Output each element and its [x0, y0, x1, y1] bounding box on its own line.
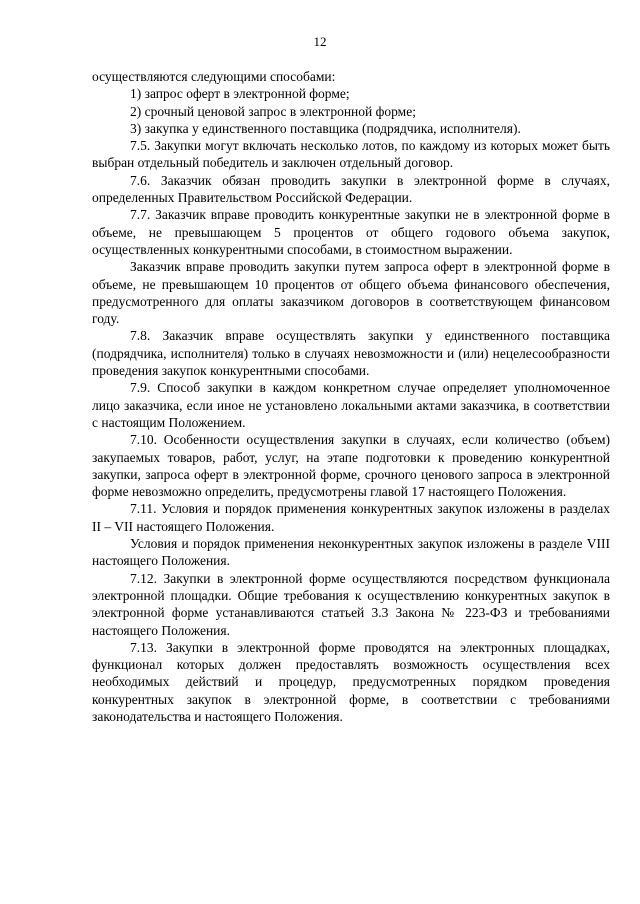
clause-7-6: 7.6. Заказчик обязан проводить закупки в электронной форме в случаях, определенных Правительством Российской Федерации. [92, 172, 610, 206]
page-number: 12 [313, 34, 327, 49]
method-item-1: 1) запрос оферт в электронной форме; [130, 86, 350, 102]
method-item-2: 2) срочный ценовой запрос в электронной форме; [130, 103, 416, 119]
clause-7-11-nonconcurrent: Условия и порядок применения неконкурентных закупок изложены в разделе VIII настоящего Положения. [92, 536, 610, 569]
clause-7-5: 7.5. Закупки могут включать несколько лотов, по каждому из которых может быть выбран отдельный победитель и заключен отдельный договор. [92, 138, 610, 171]
clause-7-7-offers: Заказчик вправе проводить закупки путем запроса оферт в электронной форме в объеме, не превышающем 10 процентов от общего объема финансового обеспечения, предусмотренного для оплаты заказчиком договоров в соответствующем финансовом году. [92, 259, 610, 327]
clause-7-9: 7.9. Способ закупки в каждом конкретном случае определяет уполномоченное лицо заказчика, если иное не установлено локальными актами заказчика, в соответствии с настоящим Положением. [92, 380, 610, 430]
clause-7-7: 7.7. Заказчик вправе проводить конкурентные закупки не в электронной форме в объеме, не превышающем 5 процентов от общего годового объема закупок, осуществленных конкурентными способами, в стоимостном выражении. [92, 207, 610, 257]
clause-7-8: 7.8. Заказчик вправе осуществлять закупки у единственного поставщика (подрядчика, исполнителя) только в случаях невозможности и (или) нецелесообразности проведения закупок конкурентными способами. [92, 328, 610, 379]
clause-7-12: 7.12. Закупки в электронной форме осуществляются посредством функционала электронной площадки. Общие требования к осуществлению конкурентных закупок в электронной форме устанавливаются статьей 3.3 Закона № 223-ФЗ и требованиями настоящего Положения. [92, 570, 610, 638]
intro-line: осуществляются следующими способами: [92, 69, 336, 84]
method-item-3: 3) закупка у единственного поставщика (подрядчика, исполнителя). [130, 120, 521, 136]
clause-7-10: 7.10. Особенности осуществления закупки в случаях, если количество (объем) закупаемых товаров, работ, услуг, на этапе подготовки к проведению конкурентной закупки, запроса оферт в электронной форме, срочного ценового запроса в электронной форме невозможно определить, предусмотрены главой 17 настоящего Положения. [92, 432, 610, 500]
clause-7-13: 7.13. Закупки в электронной форме проводятся на электронных площадках, функционал которых должен предоставлять возможность осуществления всех необходимых действий и процедур, предусмотренных порядком проведения конкурентных закупок в электронной форме, в соответствии с требованиями законодательства и настоящего Положения. [92, 639, 610, 724]
clause-7-11: 7.11. Условия и порядок применения конкурентных закупок изложены в разделах II – VII настоящего Положения. [92, 501, 610, 534]
document-body [92, 68, 610, 725]
